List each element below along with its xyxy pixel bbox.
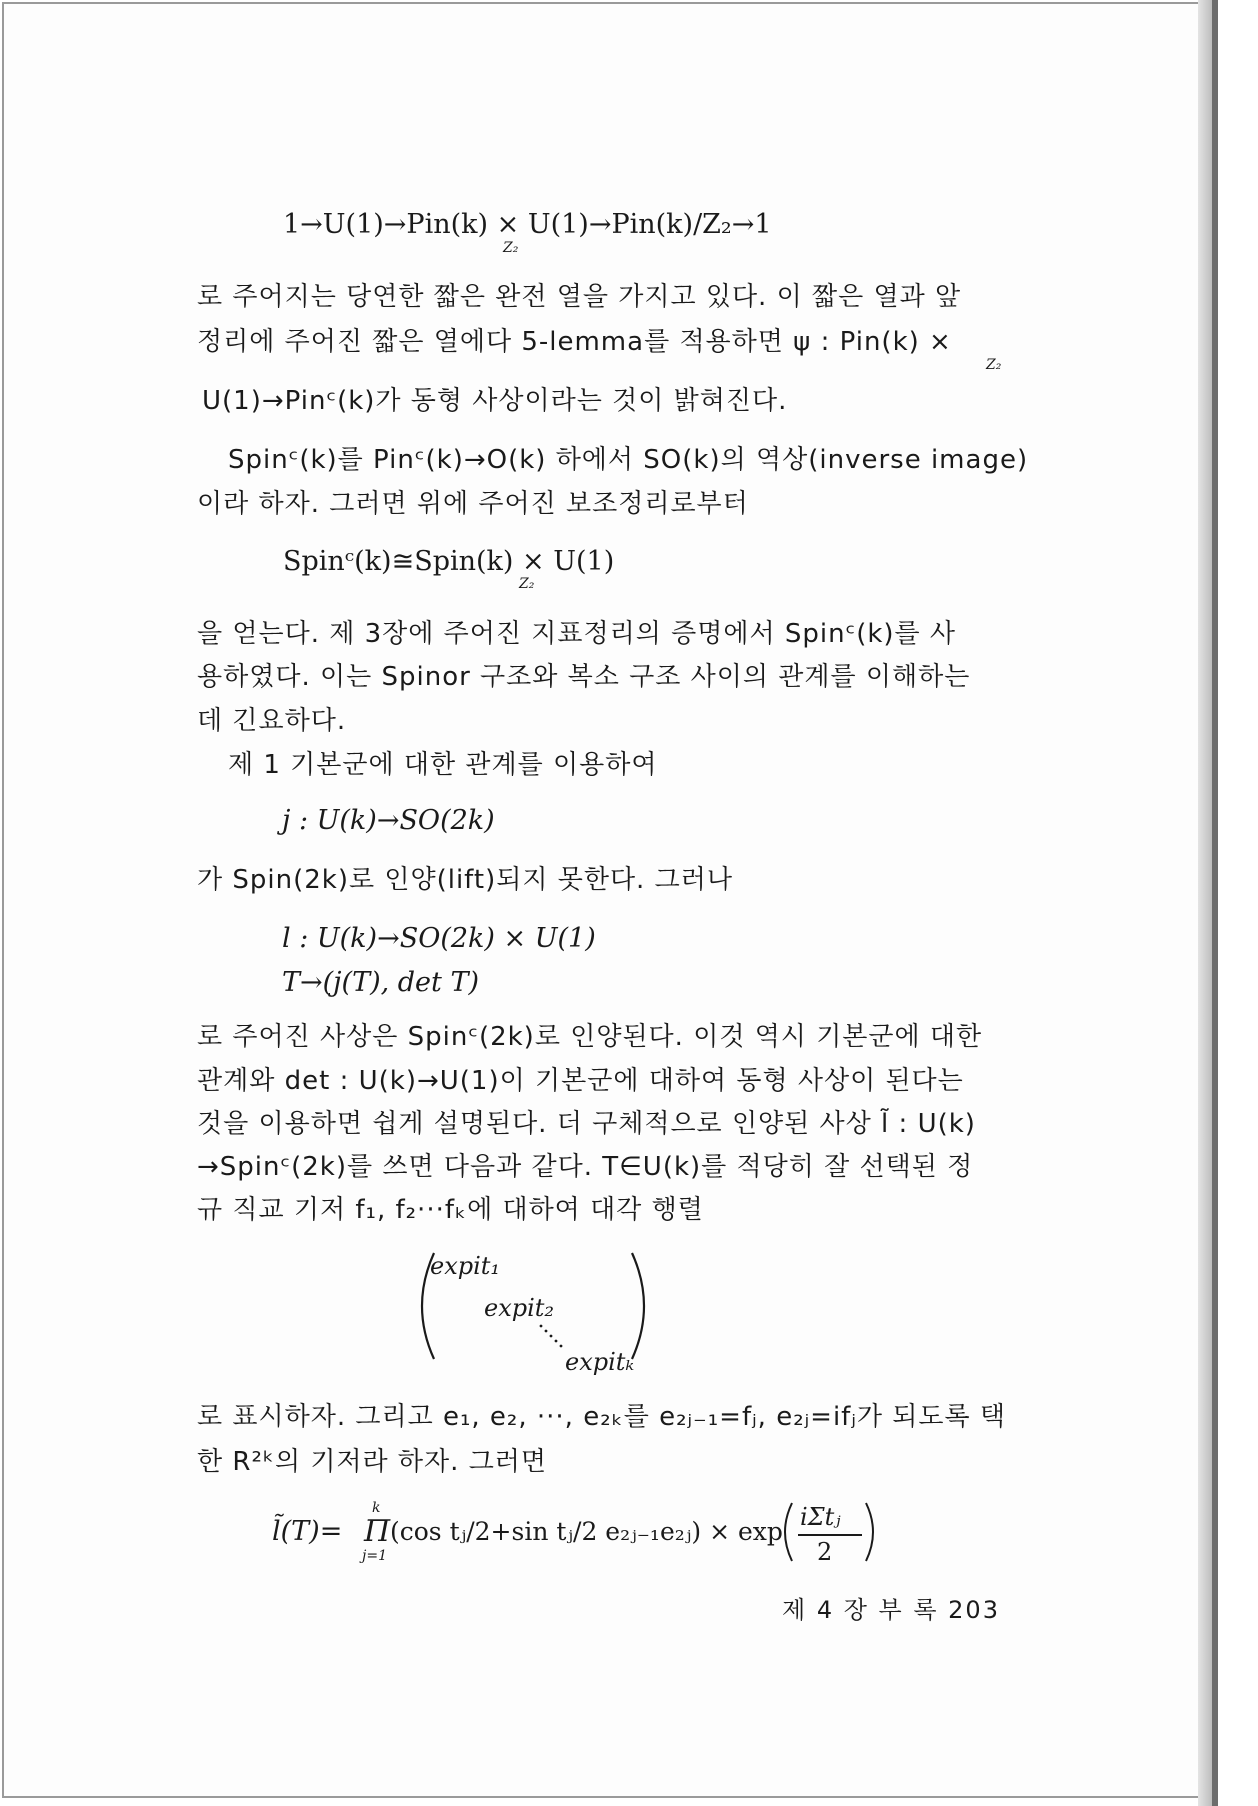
paragraph-6-line-2: 관계와 det : U(k)→U(1)이 기본군에 대하여 동형 사상이 된다는 — [197, 1066, 964, 1096]
paragraph-6-line-4: →Spinᶜ(2k)를 쓰면 다음과 같다. T∈U(k)를 적당히 잘 선택된 정 — [197, 1152, 974, 1182]
paragraph-7-line-1: 로 표시하자. 그리고 e₁, e₂, ···, e₂ₖ를 e₂ⱼ₋₁=fⱼ, e₂ⱼ=ifⱼ가 되도록 택 — [197, 1402, 1006, 1432]
paragraph-3-line-2: 용하였다. 이는 Spinor 구조와 복소 구조 사이의 관계를 이해하는 — [197, 662, 971, 692]
matrix-entry-1: expit₁ — [430, 1252, 501, 1280]
paragraph-1-line-2: 정리에 주어진 짧은 열에다 5-lemma를 적용하면 ψ : Pin(k) × — [197, 327, 952, 357]
equation-j-map: j : U(k)→SO(2k) — [282, 805, 495, 836]
formula-product-lower: j=1 — [362, 1548, 387, 1564]
formula-body: (cos tⱼ/2+sin tⱼ/2 e₂ⱼ₋₁e₂ⱼ) × exp — [390, 1517, 783, 1546]
paragraph-3-line-1: 을 얻는다. 제 3장에 주어진 지표정리의 증명에서 Spinᶜ(k)를 사 — [197, 619, 957, 649]
paragraph-5-line-1: 가 Spin(2k)로 인양(lift)되지 못한다. 그러나 — [197, 865, 733, 895]
equation-spin-c: Spinᶜ(k)≅Spin(k) × U(1) — [283, 546, 615, 577]
formula-fraction-numerator: iΣtⱼ — [800, 1503, 841, 1531]
formula-product-upper: k — [372, 1500, 381, 1516]
formula-product-symbol: Π — [364, 1514, 391, 1549]
page-footer: 제 4 장 부 록 203 — [782, 1596, 1000, 1624]
page-margin — [1218, 0, 1258, 1806]
matrix-entry-2: expit₂ — [484, 1294, 555, 1322]
matrix-diagonal-dots — [537, 1322, 567, 1350]
formula-left-paren — [776, 1500, 796, 1564]
paragraph-2-line-2: 이라 하자. 그러면 위에 주어진 보조정리로부터 — [197, 489, 749, 519]
page-edge-shadow — [1198, 0, 1212, 1806]
paragraph-4-line-1: 제 1 기본군에 대한 관계를 이용하여 — [228, 750, 658, 780]
paragraph-1-subscript: Z₂ — [986, 357, 1002, 373]
paragraph-1-line-1: 로 주어지는 당연한 짧은 완전 열을 가지고 있다. 이 짧은 열과 앞 — [197, 282, 962, 312]
equation-spin-c-subscript: Z₂ — [519, 576, 535, 592]
formula-right-paren — [862, 1500, 882, 1564]
equation-l-map: l : U(k)→SO(2k) × U(1) — [282, 923, 596, 954]
equation-exact-sequence-subscript: Z₂ — [503, 240, 519, 256]
matrix-entry-3: expitₖ — [565, 1348, 635, 1376]
paragraph-6-line-5: 규 직교 기저 f₁, f₂···fₖ에 대하여 대각 행렬 — [197, 1195, 704, 1225]
equation-l-map-rule: T→(j(T), det T) — [282, 967, 480, 998]
formula-lhs: l̃(T)= — [272, 1516, 343, 1547]
matrix-right-paren — [628, 1250, 658, 1362]
paragraph-1-line-3: U(1)→Pinᶜ(k)가 동형 사상이라는 것이 밝혀진다. — [202, 386, 788, 416]
formula-fraction-denominator: 2 — [817, 1538, 833, 1566]
paragraph-7-line-2: 한 R²ᵏ의 기저라 하자. 그러면 — [197, 1447, 548, 1477]
equation-exact-sequence: 1→U(1)→Pin(k) × U(1)→Pin(k)/Z₂→1 — [283, 209, 772, 240]
paragraph-3-line-3: 데 긴요하다. — [197, 706, 347, 736]
paragraph-2-line-1: Spinᶜ(k)를 Pinᶜ(k)→O(k) 하에서 SO(k)의 역상(inverse image) — [228, 445, 1029, 475]
paragraph-6-line-3: 것을 이용하면 쉽게 설명된다. 더 구체적으로 인양된 사상 l̃ : U(k) — [197, 1109, 976, 1139]
paragraph-6-line-1: 로 주어진 사상은 Spinᶜ(2k)로 인양된다. 이것 역시 기본군에 대한 — [197, 1022, 983, 1052]
